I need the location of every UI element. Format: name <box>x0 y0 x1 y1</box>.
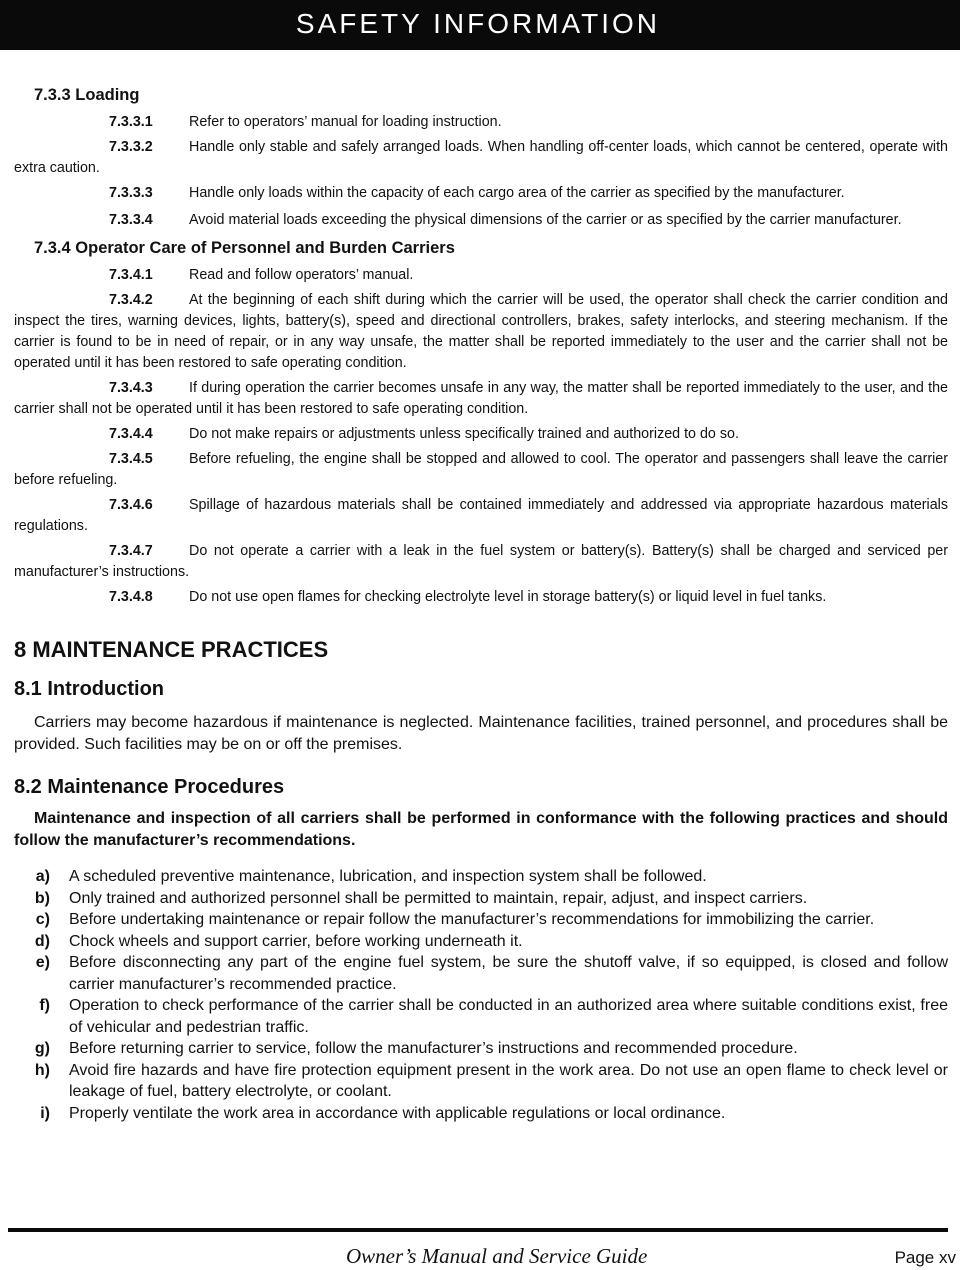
list-item <box>14 909 948 931</box>
list-letter: a) <box>35 868 50 885</box>
introduction-text: Carriers may become hazardous if maintenance is neglected. Maintenance facilities, trained personnel, and procedures shall be provided. Such facilities may be on or off the premises. <box>14 714 948 753</box>
footer-page-number: Page xv <box>894 1248 956 1267</box>
item-number: 7.3.3.2 <box>109 139 153 155</box>
list-item <box>14 888 948 910</box>
item-number: 7.3.4.5 <box>109 451 153 467</box>
list-letter: i) <box>40 1104 50 1122</box>
operator-care-heading: 7.3.4 Operator Care of Personnel and Burden Carriers <box>34 239 455 257</box>
list-item <box>14 1038 948 1060</box>
list-letter: h) <box>34 1061 50 1079</box>
item-text: Avoid material loads exceeding the physical dimensions of the carrier or as specified by the carrier manufacturer. <box>189 212 902 228</box>
operator-item <box>14 290 948 374</box>
procedures-lead: Maintenance and inspection of all carriers shall be performed in conformance with the following practices and should follow the manufacturer’s recommendations. <box>14 810 948 849</box>
item-number: 7.3.3.1 <box>109 114 153 130</box>
loading-heading: 7.3.3 Loading <box>34 86 140 104</box>
list-text: Operation to check performance of the carrier shall be conducted in an authorized area where suitable conditions exist, free of vehicular and pedestrian traffic. <box>69 997 948 1036</box>
operator-item <box>14 424 948 445</box>
loading-item <box>14 210 948 231</box>
list-text: A scheduled preventive maintenance, lubrication, and inspection system shall be followed. <box>69 868 707 885</box>
operator-item <box>14 265 948 286</box>
item-text: Do not operate a carrier with a leak in the fuel system or battery(s). Battery(s) shall be charged and serviced per manufacturer’s instructions. <box>14 543 948 580</box>
list-letter: f) <box>39 997 50 1014</box>
list-text: Chock wheels and support carrier, before working underneath it. <box>69 932 523 950</box>
operator-item <box>14 449 948 491</box>
loading-item <box>14 137 948 179</box>
list-item <box>14 1060 948 1103</box>
list-letter: e) <box>35 954 50 971</box>
page-header-title: SAFETY INFORMATION <box>295 8 660 39</box>
item-number: 7.3.4.3 <box>109 380 153 396</box>
list-text: Before disconnecting any part of the engine fuel system, be sure the shutoff valve, if so equipped, is closed and follow carrier manufacturer’s recommended practice. <box>69 954 948 993</box>
list-item <box>14 995 948 1038</box>
list-letter: g) <box>34 1040 50 1057</box>
list-letter: d) <box>34 932 50 950</box>
operator-item <box>14 495 948 537</box>
list-letter: b) <box>34 889 50 907</box>
item-text: Refer to operators’ manual for loading instruction. <box>189 114 502 130</box>
procedures-heading: 8.2 Maintenance Procedures <box>14 776 285 798</box>
item-number: 7.3.4.4 <box>109 426 153 442</box>
operator-item <box>14 541 948 583</box>
list-text: Avoid fire hazards and have fire protection equipment present in the work area. Do not use an open flame to check level or leakage of fuel, battery electrolyte, or coolant. <box>69 1061 948 1100</box>
item-text: Read and follow operators’ manual. <box>189 267 414 283</box>
loading-item <box>14 112 948 133</box>
item-number: 7.3.4.7 <box>109 543 153 559</box>
operator-item <box>14 587 948 608</box>
introduction-heading: 8.1 Introduction <box>14 678 164 700</box>
footer-guide-title: Owner’s Manual and Service Guide <box>346 1244 648 1268</box>
item-text: Handle only loads within the capacity of each cargo area of the carrier as specified by the manufacturer. <box>189 185 845 201</box>
list-item <box>14 952 948 995</box>
page-content <box>14 84 948 1124</box>
item-number: 7.3.4.6 <box>109 497 153 513</box>
item-text: Do not use open flames for checking electrolyte level in storage battery(s) or liquid level in fuel tanks. <box>189 589 827 605</box>
item-text: At the beginning of each shift during which the carrier will be used, the operator shall check the carrier condition and inspect the tires, warning devices, lights, battery(s), speed and directional controllers, brakes, safety interlocks, and steering mechanism. If the carrier is found to be in need of repair, or in any way unsafe, the matter shall be reported immediately to the user and the carrier shall not be operated until it has been restored to safe operating condition. <box>14 292 948 371</box>
item-number: 7.3.4.2 <box>109 292 153 308</box>
maintenance-heading: 8 MAINTENANCE PRACTICES <box>14 637 329 662</box>
item-text: Handle only stable and safely arranged loads. When handling off-center loads, which cannot be centered, operate with extra caution. <box>14 139 948 176</box>
item-text: Before refueling, the engine shall be stopped and allowed to cool. The operator and passengers shall leave the carrier before refueling. <box>14 451 948 488</box>
list-text: Before returning carrier to service, follow the manufacturer’s instructions and recommended procedure. <box>69 1040 798 1057</box>
item-text: If during operation the carrier becomes unsafe in any way, the matter shall be reported immediately to the user, and the carrier shall not be operated until it has been restored to safe operating condition. <box>14 380 948 417</box>
item-number: 7.3.4.8 <box>109 589 153 605</box>
item-number: 7.3.3.4 <box>109 212 153 228</box>
list-item <box>14 866 948 888</box>
list-item <box>14 931 948 953</box>
procedures-list <box>14 866 948 1124</box>
item-text: Spillage of hazardous materials shall be contained immediately and addressed via appropriate hazardous materials regulations. <box>14 497 948 534</box>
list-text: Only trained and authorized personnel shall be permitted to maintain, repair, adjust, and inspect carriers. <box>69 889 808 907</box>
header-bar <box>0 0 960 50</box>
list-text: Before undertaking maintenance or repair follow the manufacturer’s recommendations for immobilizing the carrier. <box>69 911 875 928</box>
operator-item <box>14 378 948 420</box>
item-number: 7.3.4.1 <box>109 267 153 283</box>
list-letter: c) <box>35 911 50 928</box>
loading-item <box>14 183 948 204</box>
item-text: Do not make repairs or adjustments unless specifically trained and authorized to do so. <box>189 426 739 442</box>
item-number: 7.3.3.3 <box>109 185 153 201</box>
footer-divider <box>8 1228 948 1232</box>
list-text: Properly ventilate the work area in accordance with applicable regulations or local ordinance. <box>69 1104 726 1122</box>
list-item <box>14 1103 948 1125</box>
